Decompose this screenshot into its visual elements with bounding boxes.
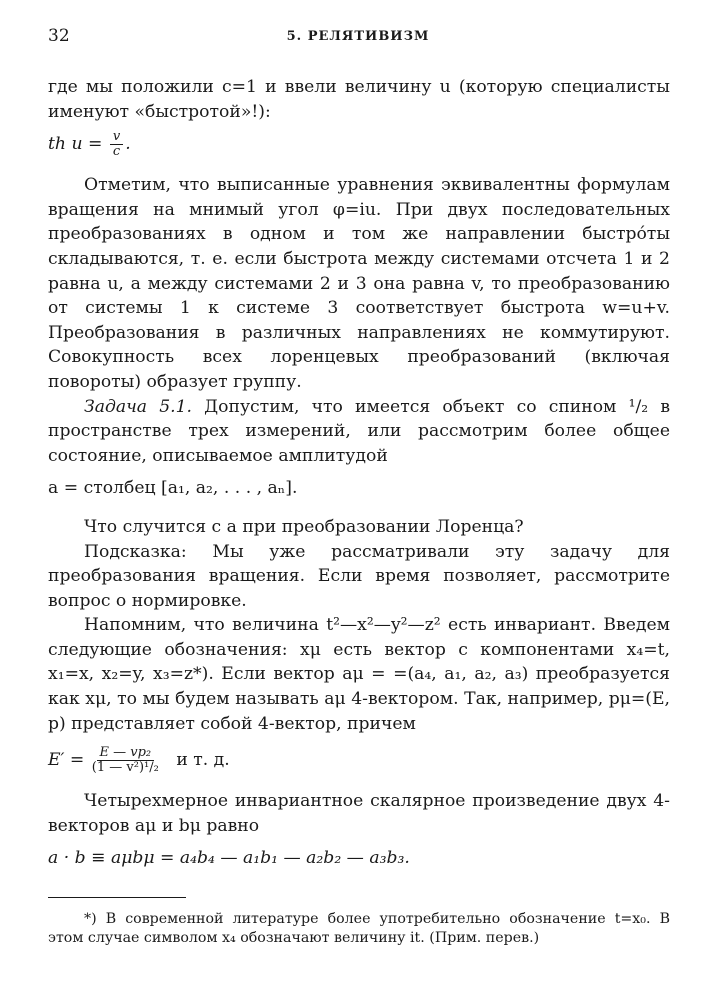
paragraph-problem [48,395,670,469]
problem-text: Допустим, что имеется объект со спином ¹/₂ в пространстве трех измерений, или рассмотрим более общее состояние, описываемое амплитудой [48,396,670,466]
equation-energy [48,746,670,775]
fraction-denominator: (1 — v²)¹/₂ [91,760,159,776]
paragraph-question: Что случится с a при преобразовании Лоренца? [84,516,524,537]
equation-amplitude: a = столбец [a₁, a₂, . . . , aₙ]. [48,478,298,499]
equation-rapidity [48,130,670,159]
equation-rapidity-fraction [110,130,123,159]
running-head: 5. РЕЛЯТИВИЗМ [286,29,430,44]
fraction-numerator: v [110,130,123,145]
equation-energy-tail: и т. д. [176,750,230,771]
equation-rapidity-end: . [125,134,131,155]
page-number: 32 [48,26,70,46]
equation-rapidity-lhs: th u = [48,134,103,155]
paragraph-rotation: Отметим, что выписанные уравнения эквивалентны формулам вращения на мнимый угол φ=iu. При двух последовательных преобразованиях в одном и том же направлении быстро́ты складываются, т. е. если быстрота между системами отсчета 1 и 2 равна u, а между системами 2 и 3 она равна v, то преобразованию от системы 1 к системе 3 соответствует быстрота w=u+v. Преобразования в различных направлениях не коммутируют. Совокупность всех лоренцевых преобразований (включая повороты) образует группу. [48,175,670,392]
equation-energy-fraction [92,746,159,775]
paragraph-scalar-product: Четырехмерное инвариантное скалярное произведение двух 4-векторов aμ и bμ равно [48,791,670,836]
problem-label: Задача 5.1. [84,396,192,417]
fraction-numerator: E — vp₂ [97,746,155,761]
page-header [48,26,668,50]
fraction-denominator: c [112,144,121,160]
footnote-text: *) В современной литературе более употребительно обозначение t=x₀. В этом случае символом x₄ обозначают величину it. (Прим. перев.) [48,911,670,946]
paragraph-intro: где мы положили c=1 и ввели величину u (которую специалисты именуют «быстротой»!): [48,77,670,122]
footnote [48,910,670,948]
equation-energy-lhs: E′ = [48,750,85,771]
paragraph-invariant: Напомним, что величина t²—x²—y²—z² есть инвариант. Введем следующие обозначения: xμ есть вектор с компонентами x₄=t, x₁=x, x₂=y, x₃=z*). Если вектор aμ = =(a₄, a₁, a₂, a₃) преобразуется как xμ, то мы будем называть aμ 4-вектором. Так, например, pμ=(E, p) представляет собой 4-вектор, причем [48,615,670,734]
body-text [48,75,670,871]
equation-scalar-product: a · b ≡ aμbμ = a₄b₄ — a₁b₁ — a₂b₂ — a₃b₃. [48,848,410,869]
paragraph-hint: Подсказка: Мы уже рассматривали эту задачу для преобразования вращения. Если время позволяет, рассмотрите вопрос о нормировке. [48,541,670,611]
footnote-divider [48,897,186,898]
